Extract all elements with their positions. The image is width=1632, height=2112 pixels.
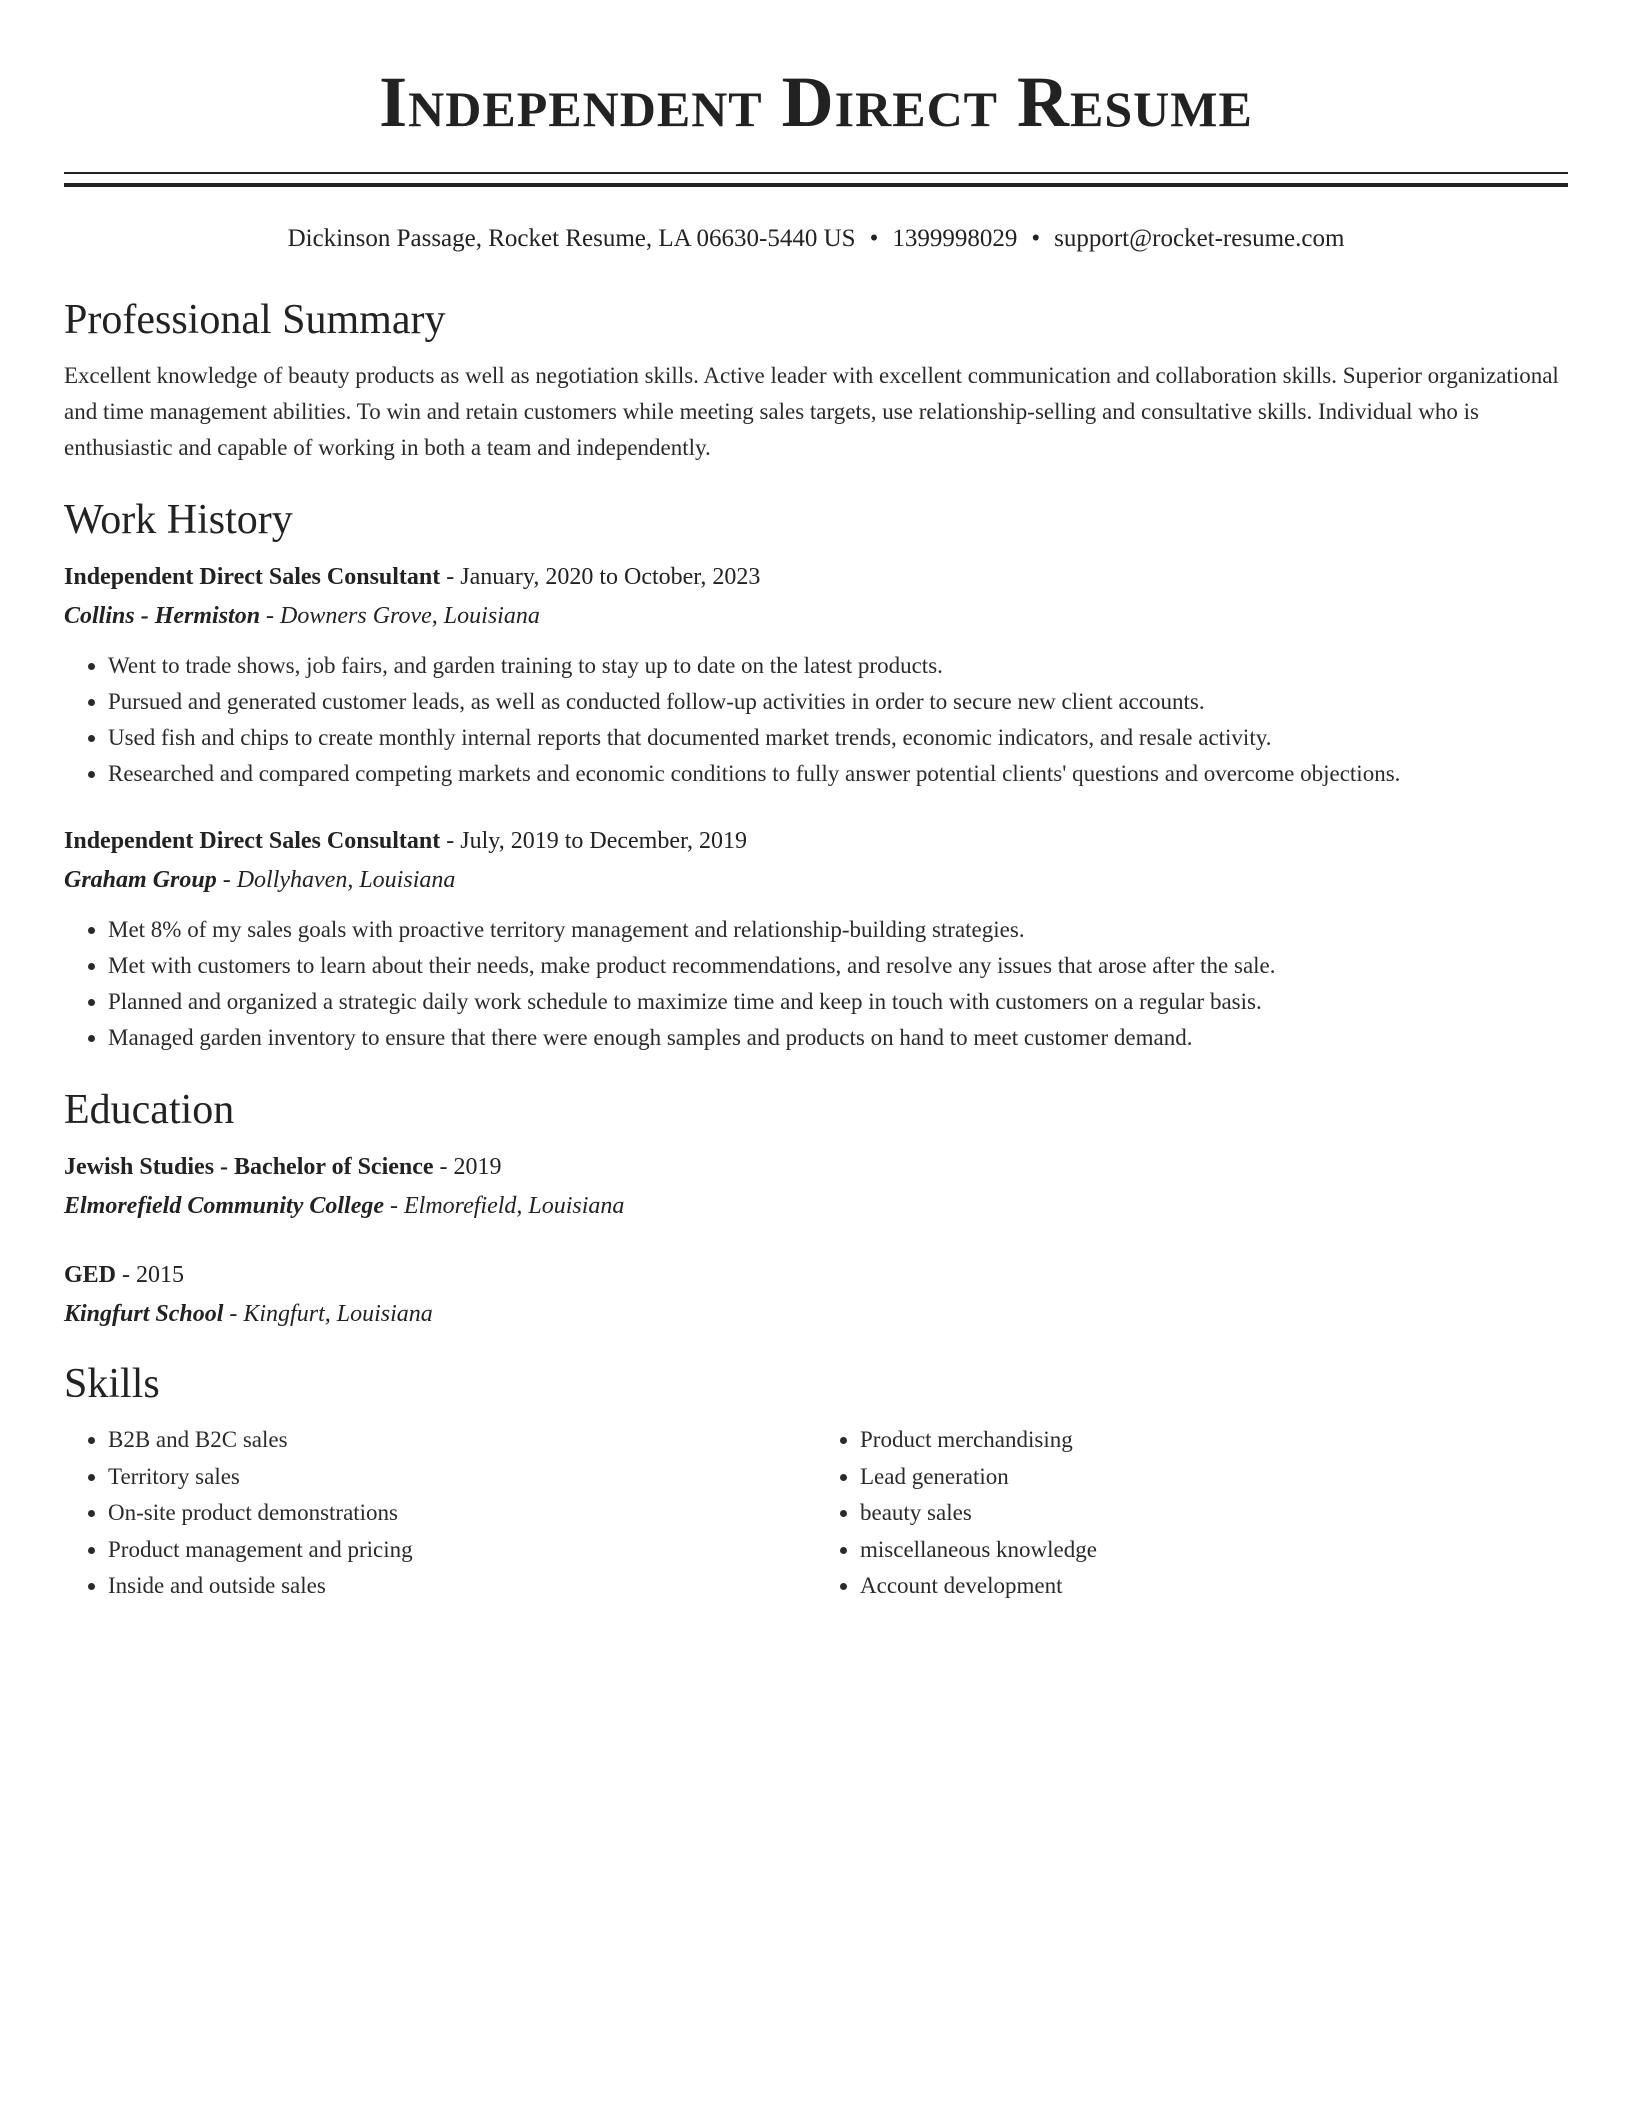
education-entry [64,1148,1568,1226]
skill-item: • Inside and outside sales [108,1568,816,1605]
skill-item: • Product merchandising [860,1422,1568,1459]
education-heading: Education [64,1087,235,1133]
job-location: - Downers Grove, Louisiana [260,603,540,629]
job-duty: • Managed garden inventory to ensure that there were enough samples and products on hand to meet customer demand. [108,1020,1568,1056]
education-degree: Jewish Studies - Bachelor of Science [64,1154,434,1180]
job-location: - Dollyhaven, Louisiana [216,867,456,893]
skill-item: • miscellaneous knowledge [860,1532,1568,1569]
summary-heading: Professional Summary [64,297,446,343]
skill-item: • beauty sales [860,1495,1568,1532]
education-year: - 2015 [116,1262,185,1288]
job-role: Independent Direct Sales Consultant [64,564,441,590]
education-header [64,1148,1568,1186]
job-company: Graham Group [64,867,217,893]
job-company: Collins - Hermiston [64,603,261,629]
skill-item: • Territory sales [108,1459,816,1496]
job-role: Independent Direct Sales Consultant [64,828,441,854]
job-duties-list [64,912,1568,1056]
job-duty: • Met with customers to learn about their needs, make product recommendations, and resolve any issues that arose after the sale. [108,948,1568,984]
education-school-line [64,1186,1568,1226]
education-school-line [64,1294,1568,1334]
education-location: - Kingfurt, Louisiana [223,1301,433,1327]
work-history-heading: Work History [64,497,293,543]
job-duty: • Used fish and chips to create monthly internal reports that documented market trends, economic indicators, and resale activity. [108,720,1568,756]
contact-line [64,222,1568,256]
skill-item: • Lead generation [860,1459,1568,1496]
job-duty: • Pursued and generated customer leads, as well as conducted follow-up activities in order to secure new client accounts. [108,684,1568,720]
contact-separator: • [869,225,879,252]
job-duties-list [64,648,1568,792]
education-school: Elmorefield Community College [64,1193,384,1219]
skills-heading: Skills [64,1361,160,1407]
education-entry [64,1256,1568,1334]
skill-item: • Product management and pricing [108,1532,816,1569]
skills-list-right [816,1422,1568,1605]
summary-text: Excellent knowledge of beauty products as well as negotiation skills. Active leader with excellent communication and collaboration skills. Superior organizational and time management abilities. To win and retain customers while meeting sales targets, use relationship-selling and consultative skills. Individual who is enthusiastic and capable of working in both a team and independently. [64,363,1559,460]
job-duty: • Researched and compared competing markets and economic conditions to fully answer potential clients' questions and overcome objections. [108,756,1568,792]
job-duty: • Went to trade shows, job fairs, and garden training to stay up to date on the latest products. [108,648,1568,684]
education-header [64,1256,1568,1294]
contact-address: Dickinson Passage, Rocket Resume, LA 06630-5440 US [287,225,856,252]
contact-email: support@rocket-resume.com [1054,225,1345,252]
education-degree: GED [64,1262,117,1288]
skills-list-left [64,1422,816,1605]
job-header [64,558,1568,596]
job-entry [64,822,1568,1056]
education-location: - Elmorefield, Louisiana [384,1193,625,1219]
job-company-line [64,860,1568,900]
job-entry [64,558,1568,792]
job-header [64,822,1568,860]
job-duty: • Planned and organized a strategic daily work schedule to maximize time and keep in touch with customers on a regular basis. [108,984,1568,1020]
skill-item: • B2B and B2C sales [108,1422,816,1459]
title-divider [64,172,1568,187]
job-dates: - July, 2019 to December, 2019 [440,828,748,854]
skills-grid [64,1422,1568,1605]
skill-item: • On-site product demonstrations [108,1495,816,1532]
education-year: - 2019 [433,1154,502,1180]
job-dates: - January, 2020 to October, 2023 [440,564,761,590]
education-school: Kingfurt School [64,1301,224,1327]
job-company-line [64,596,1568,636]
contact-phone: 1399998029 [892,225,1018,252]
contact-separator: • [1031,225,1041,252]
job-duty: • Met 8% of my sales goals with proactive territory management and relationship-building strategies. [108,912,1568,948]
skill-item: • Account development [860,1568,1568,1605]
resume-title: Independent Direct Resume [379,62,1253,142]
